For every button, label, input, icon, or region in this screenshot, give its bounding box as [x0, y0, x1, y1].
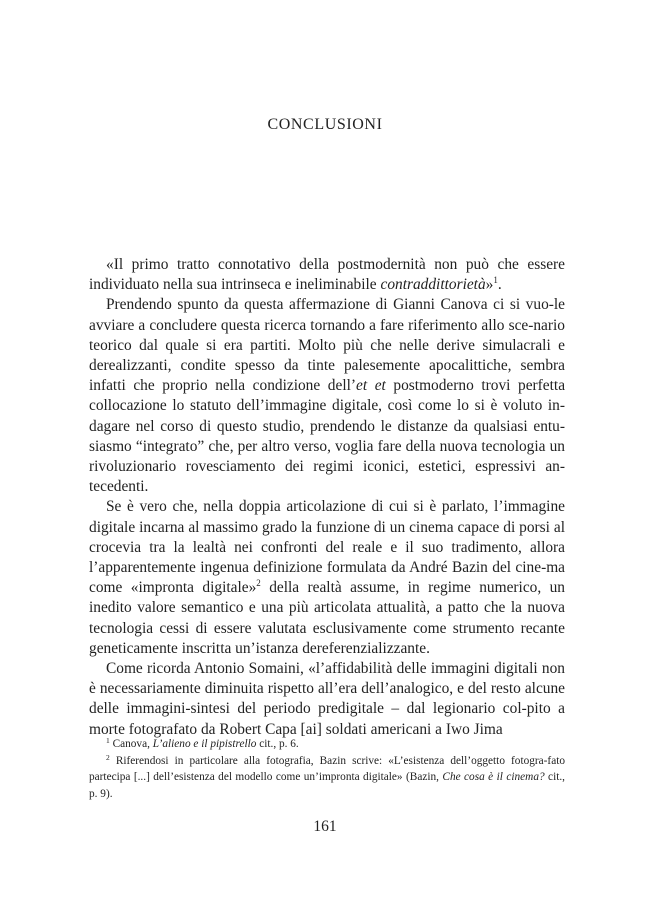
chapter-title: CONCLUSIONI	[267, 116, 383, 133]
paragraph	[89, 659, 565, 740]
italic-text-run: et et	[356, 377, 386, 395]
italic-text-run: L’alieno e il pipistrello	[152, 738, 257, 750]
text-run: »	[485, 276, 494, 294]
footnote	[89, 736, 565, 753]
body-text	[89, 255, 565, 740]
paragraph	[89, 497, 565, 659]
text-run: Prendendo spunto da questa affermazione di Gianni Canova ci si vuo-le avviare a concludere questa ricerca tornando a fare riferimento allo sce-nario teorico dal quale si era partiti. Molto più che nelle derive simulacrali e derealizzanti, condite spesso da tinte palesemente apocalittiche, sembra infatti che proprio nella condizione dell’	[89, 296, 565, 395]
text-run: della realtà assume, in regime numerico, un inedito valore semantico e una più articolata attualità, a patto che la nuova tecnologia cessi di essere valutata esclusivamente come strumento recante geneticamente inscritta un’istanza dereferenzializzante.	[89, 579, 565, 657]
footnote	[89, 753, 565, 803]
footnote-ref: 2	[256, 578, 261, 589]
footnotes	[89, 736, 565, 802]
footnote-number: 2	[106, 752, 110, 762]
text-run: Riferendosi in particolare alla fotografia, Bazin scrive: «L’esistenza dell’oggetto fotogra-fato partecipa [...] dell’esistenza del modello come un’impronta digitale» (Bazin,	[89, 754, 565, 784]
text-run: .	[497, 276, 502, 294]
paragraph	[89, 255, 565, 295]
italic-text-run: Che cosa è il cinema?	[442, 771, 545, 784]
text-run: cit., p. 6.	[256, 738, 299, 750]
text-run: «Il primo tratto connotativo della postmodernità non può che essere individuato nella sua intrinseca e ineliminabile	[89, 256, 565, 294]
text-run: cit., p. 9).	[89, 771, 566, 800]
paragraph	[89, 295, 565, 497]
italic-text-run: contraddittorietà	[380, 276, 486, 294]
page-number: 161	[313, 818, 337, 835]
text-run: Come ricorda Antonio Somaini, «l’affidabilità delle immagini digitali non è necessariamente diminuita rispetto all’era dell’analogico, e del resto alcune delle immagini-sintesi del periodo predigitale – dal legionario col-pito a morte fotografato da Robert Capa [ai] soldati americani a Iwo Jima	[89, 660, 565, 738]
footnote-ref: 1	[493, 275, 498, 286]
footnote-number: 1	[106, 736, 110, 745]
text-run: Canova,	[109, 738, 153, 750]
text-run: Se è vero che, nella doppia articolazione di cui si è parlato, l’immagine digitale incarna al massimo grado la funzione di un cinema capace di porsi al crocevia tra la lealtà nei confronti del reale e il suo tradimento, allora l’apparentemente ingenua definizione formulata da André Bazin del cine-ma come «impronta digitale»	[89, 498, 565, 597]
text-run: postmoderno trovi perfetta collocazione lo statuto dell’immagine digitale, così come lo si è voluto in-dagare nel corso di questo studio, prendendo le distanze da qualsiasi entu-siasmo “integrato” che, per altro verso, voglia fare della nuova tecnologia un rivoluzionario rovesciamento dei regimi iconici, estetici, espressivi an-tecedenti.	[89, 377, 566, 496]
